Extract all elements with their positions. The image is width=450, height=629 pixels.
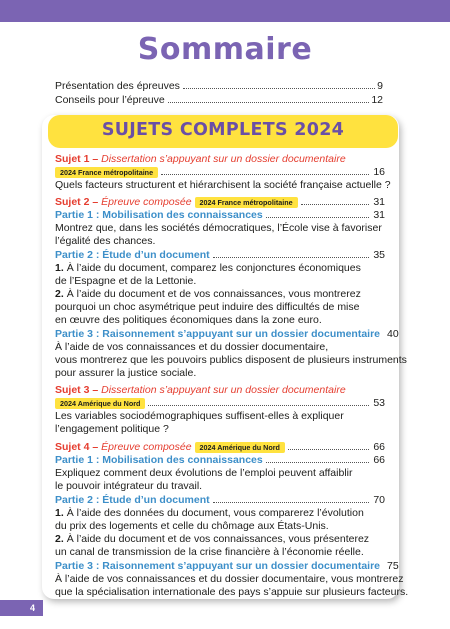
question-text: À l’aide du document et de vos connaissances, vous montrerez: [66, 288, 361, 300]
sujet-4-partie-1[interactable]: [55, 454, 385, 467]
page-number: 31: [373, 196, 385, 208]
question-text: À l’aide des données du document, vous comparerez l’évolution: [66, 507, 364, 519]
question-text: en œuvre des politiques économiques dans la zone euro.: [55, 314, 322, 326]
sujet-2-partie-3[interactable]: [55, 328, 399, 341]
question-text: pourquoi un choc asymétrique peut induire des difficultés de mise: [55, 301, 360, 313]
sujet-number: Sujet 1 –: [55, 153, 99, 165]
leader-dots: [148, 405, 369, 406]
leader-dots: [213, 257, 370, 258]
question-text: À l’aide du document, comparez les conjonctures économiques: [66, 262, 361, 274]
question-text: pour assurer la justice sociale.: [55, 367, 197, 379]
leader-dots: [168, 102, 370, 103]
question-text: Les variables sociodémographiques suffisent-elles à expliquer: [55, 410, 344, 422]
question-number: 2.: [55, 288, 64, 300]
question-text: de l’Espagne et de la Lettonie.: [55, 275, 197, 287]
page-number: 66: [373, 454, 385, 466]
page-number: 40: [387, 328, 399, 340]
partie-label: Partie 3 : Raisonnement s’appuyant sur un dossier documentaire: [55, 328, 380, 340]
leader-dots: [161, 174, 369, 175]
question-text: l’égalité des chances.: [55, 235, 156, 247]
page-number: 53: [373, 397, 385, 409]
leader-dots: [288, 449, 369, 450]
sujet-number: Sujet 2 –: [55, 196, 99, 208]
partie-label: Partie 2 : Étude d’un document: [55, 494, 210, 506]
sujet-4-heading[interactable]: [55, 441, 385, 454]
sujet-type: Épreuve composée: [101, 196, 192, 208]
toc-label: Présentation des épreuves: [55, 80, 180, 92]
question-number: 1.: [55, 262, 64, 274]
question-1: [55, 507, 385, 520]
question-text: du prix des logements et celle du chômage aux États-Unis.: [55, 520, 329, 532]
toc-item-conseils[interactable]: [55, 94, 383, 106]
page-number: 70: [373, 494, 385, 506]
sujet-2-heading[interactable]: [55, 196, 385, 209]
toc-item-presentation[interactable]: [55, 80, 383, 92]
partie-label: Partie 1 : Mobilisation des connaissances: [55, 209, 263, 221]
question-text: À l’aide de vos connaissances et du dossier documentaire, vous montrerez: [55, 573, 404, 585]
partie-label: Partie 3 : Raisonnement s’appuyant sur un dossier documentaire: [55, 560, 380, 572]
sujet-2-partie-2[interactable]: [55, 249, 385, 262]
page-number: 31: [373, 209, 385, 221]
question-text: que la spécialisation internationale des pays s’appuie sur plusieurs facteurs.: [55, 586, 409, 598]
question-number: 2.: [55, 533, 64, 545]
partie-label: Partie 2 : Étude d’un document: [55, 249, 210, 261]
session-badge: 2024 France métropolitaine: [195, 197, 298, 208]
sujet-number: Sujet 4 –: [55, 441, 99, 453]
leader-dots: [301, 204, 370, 205]
page-number: 75: [387, 560, 399, 572]
page-number: 66: [373, 441, 385, 453]
sujet-type: Dissertation s’appuyant sur un dossier documentaire: [101, 384, 346, 396]
question-number: 1.: [55, 507, 64, 519]
question-text: À l’aide du document et de vos connaissances, vous présenterez: [66, 533, 370, 545]
question-text: Montrez que, dans les sociétés démocratiques, l’École vise à favoriser: [55, 222, 382, 234]
toc-page: 12: [371, 94, 383, 106]
top-bar: [0, 0, 450, 22]
sujet-1-heading[interactable]: [55, 153, 385, 166]
sujet-1-question: Quels facteurs structurent et hiérarchisent la société française actuelle ?: [55, 179, 391, 191]
session-badge: 2024 Amérique du Nord: [55, 398, 145, 409]
question-2: [55, 288, 385, 301]
page-title: Sommaire: [137, 32, 313, 67]
sujet-3-line[interactable]: [55, 397, 385, 410]
banner-title: SUJETS COMPLETS 2024: [101, 120, 345, 140]
question-text: Expliquez comment deux évolutions de l’emploi peuvent affaiblir: [55, 467, 353, 479]
sujet-4-partie-2[interactable]: [55, 494, 385, 507]
question-text: À l’aide de vos connaissances et du dossier documentaire,: [55, 341, 329, 353]
question-text: vous montrerez que les pouvoirs publics disposent de plusieurs instruments: [55, 354, 407, 366]
session-badge: 2024 France métropolitaine: [55, 167, 158, 178]
question-text: le pouvoir intégrateur du travail.: [55, 480, 203, 492]
sujet-type: Dissertation s’appuyant sur un dossier documentaire: [101, 153, 346, 165]
leader-dots: [213, 502, 370, 503]
partie-label: Partie 1 : Mobilisation des connaissances: [55, 454, 263, 466]
leader-dots: [266, 217, 370, 218]
question-2: [55, 533, 385, 546]
question-1: [55, 262, 385, 275]
toc-page: 9: [377, 80, 383, 92]
sujet-1-line[interactable]: [55, 166, 385, 179]
question-text: un canal de transmission de la crise financière à l’économie réelle.: [55, 546, 364, 558]
toc-label: Conseils pour l’épreuve: [55, 94, 165, 106]
sujet-4-partie-3[interactable]: [55, 560, 399, 573]
question-text: l’engagement politique ?: [55, 423, 169, 435]
sujet-type: Épreuve composée: [101, 441, 192, 453]
leader-dots: [183, 88, 375, 89]
sujet-3-heading[interactable]: [55, 384, 385, 397]
sujet-number: Sujet 3 –: [55, 384, 99, 396]
leader-dots: [266, 462, 370, 463]
page-number: 35: [373, 249, 385, 261]
session-badge: 2024 Amérique du Nord: [195, 442, 285, 453]
page-number: 16: [373, 166, 385, 178]
sujet-2-partie-1[interactable]: [55, 209, 385, 222]
page-number-tab: 4: [0, 600, 43, 616]
